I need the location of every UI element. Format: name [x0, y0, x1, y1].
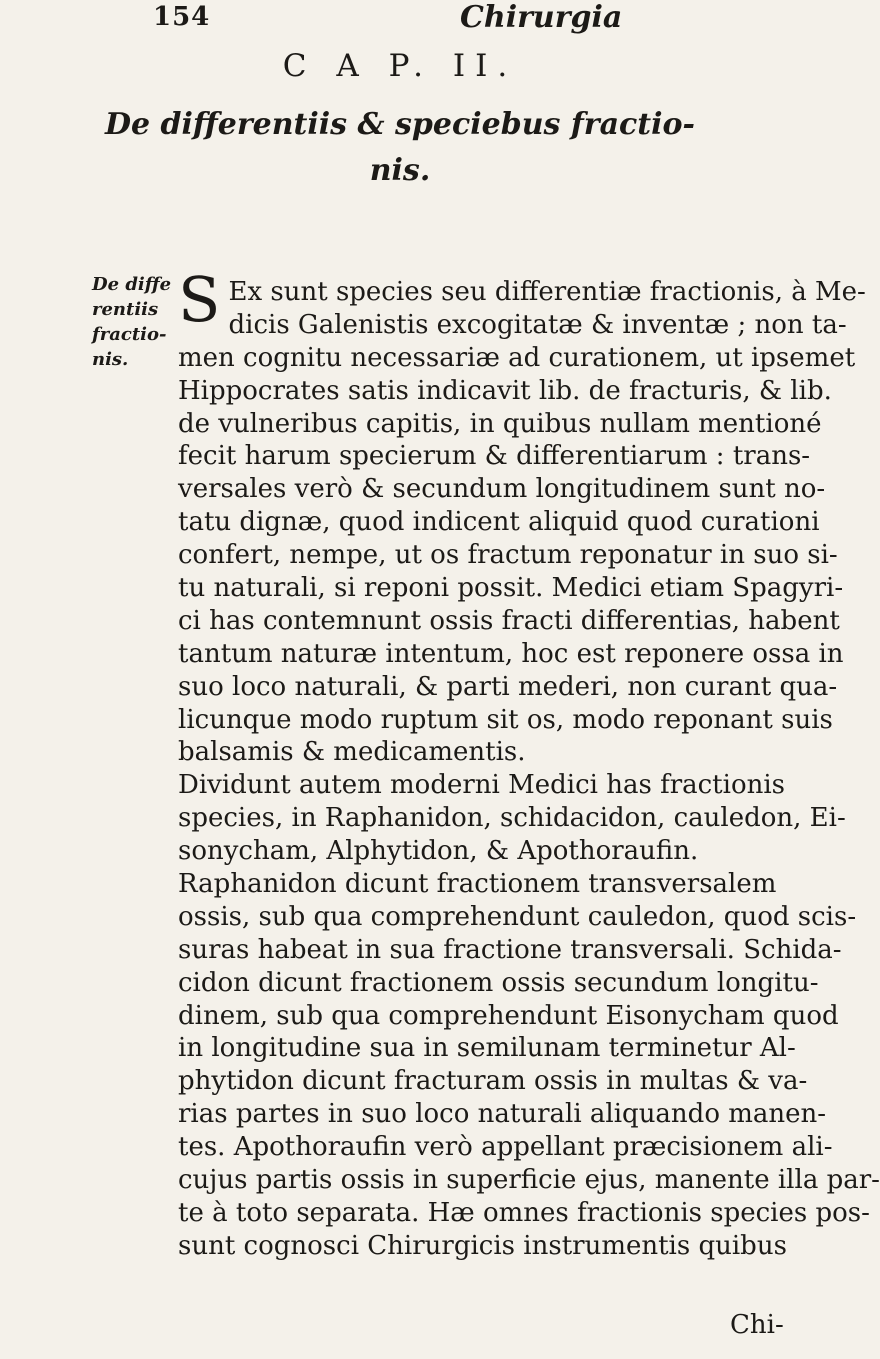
text-line: sonycham, Alphytidon, & Apothoraufin.: [178, 836, 699, 867]
text-line: de vulneribus capitis, in quibus nullam mentioné: [178, 408, 822, 439]
text-line: licunque modo ruptum sit os, modo reponant suis: [178, 704, 833, 735]
text-line: men cognitu necessariæ ad curationem, ut ipsemet: [178, 342, 856, 373]
subtitle-line-1: De differentiis & speciebus fractio-: [105, 107, 695, 142]
margin-note-line: fractio-: [92, 324, 167, 345]
text-line: ci has contemnunt ossis fracti differentias, habent: [178, 605, 840, 636]
text-line: Raphanidon dicunt fractionem transversalem: [178, 869, 777, 900]
text-line: te à toto separata. Hæ omnes fractionis species pos-: [178, 1197, 870, 1228]
text-line: versales verò & secundum longitudinem sunt no-: [178, 474, 826, 505]
text-line: rias partes in suo loco naturali aliquando manen-: [178, 1099, 827, 1130]
text-line: sunt cognosci Chirurgicis instrumentis quibus: [178, 1230, 787, 1261]
margin-note-line: nis.: [92, 349, 129, 370]
text-line: fecit harum specierum & differentiarum : trans-: [178, 441, 811, 472]
text-line: Ex sunt species seu differentiæ fractionis, à Me-: [228, 277, 866, 307]
body-text: [178, 263, 880, 1263]
text-line: species, in Raphanidon, schidacidon, cauledon, Ei-: [178, 803, 846, 834]
subtitle-line-2: nis.: [369, 153, 431, 188]
text-line: confert, nempe, ut os fractum reponatur in suo si-: [178, 540, 838, 571]
text-line: tatu dignæ, quod indicent aliquid quod curationi: [178, 507, 820, 538]
chapter-heading: C A P. II.: [282, 48, 518, 84]
text-line: dicis Galenistis excogitatæ & inventæ ; non ta-: [228, 309, 847, 340]
text-line: cidon dicunt fractionem ossis secundum longitu-: [178, 967, 819, 998]
catchword: Chi-: [730, 1310, 784, 1340]
text-line: tantum naturæ intentum, hoc est reponere ossa in: [178, 638, 844, 669]
text-line: Dividunt autem moderni Medici has fractionis: [178, 770, 786, 801]
margin-note: [92, 272, 172, 372]
text-line: Hippocrates satis indicavit lib. de fracturis, & lib.: [178, 375, 832, 406]
drop-cap: S: [178, 263, 221, 336]
text-line: tes. Apothoraufin verò appellant præcisionem ali-: [178, 1132, 833, 1163]
page-number: 154: [153, 2, 211, 32]
running-title: Chirurgia: [460, 0, 623, 35]
chapter-subtitle: [0, 102, 800, 194]
text-line: ossis, sub qua comprehendunt cauledon, quod scis-: [178, 901, 857, 932]
text-line: suras habeat in sua fractione transversali. Schida-: [178, 934, 842, 965]
text-line: cujus partis ossis in superficie ejus, manente illa par-: [178, 1165, 880, 1196]
text-line: tu naturali, si reponi possit. Medici etiam Spagyri-: [178, 573, 844, 604]
text-line: phytidon dicunt fracturam ossis in multas & va-: [178, 1066, 808, 1097]
text-line: suo loco naturali, & parti mederi, non curant qua-: [178, 671, 838, 702]
text-line: balsamis & medicamentis.: [178, 737, 526, 768]
text-line: dinem, sub qua comprehendunt Eisonycham quod: [178, 1000, 839, 1031]
text-line: in longitudine sua in semilunam terminetur Al-: [178, 1033, 796, 1064]
margin-note-line: De diffe: [92, 274, 172, 295]
margin-note-line: rentiis: [92, 299, 159, 320]
